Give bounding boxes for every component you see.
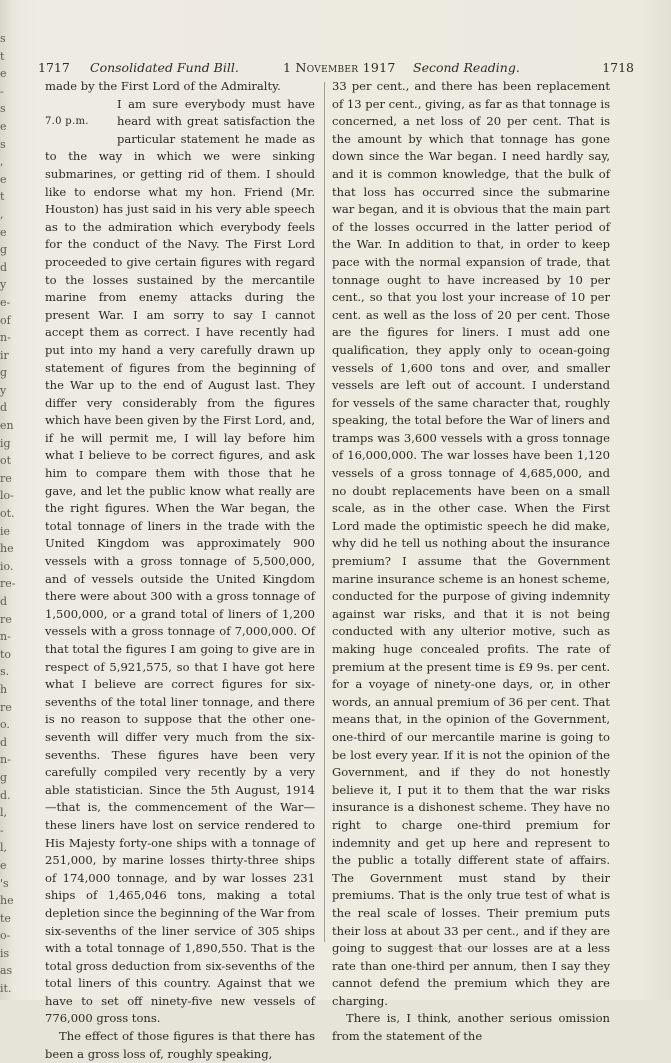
margin-fragment: re: [0, 471, 12, 485]
margin-fragment: s.: [0, 665, 10, 679]
margin-fragment: e: [0, 172, 7, 186]
margin-fragment: l,: [0, 841, 8, 855]
margin-fragment: ir: [0, 348, 9, 362]
right-column-number: 1718: [602, 60, 634, 75]
margin-fragment: to: [0, 647, 12, 661]
margin-fragment: n-: [0, 753, 11, 767]
margin-fragment: t: [0, 190, 5, 204]
right-running-title: Second Reading.: [413, 60, 520, 75]
margin-fragment: g: [0, 366, 8, 380]
margin-fragment: ,: [0, 207, 4, 221]
left-paragraph-main-text: I am sure everybody must have heard with great satisfaction the particular statement he made as to the way in which we were sinking submarines, or getting rid of them. I should like to endorse what my hon. Friend (Mr. Houston) has just said in his very able speech as to the admiration which everybody feels for the conduct of the Navy. The First Lord proceeded to give certain figures with regard to the losses sustained by the mercantile marine from enemy attacks during the present War. I am sorry to say I cannot accept them as correct. I have recently had put into my hand a very carefully drawn up statement of figures from the beginning of the War up to the end of August last. They differ very considerably from the figures which have been given by the First Lord, and, if he will permit me, I will lay before him what I believe to be correct figures, and ask him to compare them with those that he gave, and let the public know what really are the right figures. When the War began, the total tonnage of liners in the trade with the United Kingdom was approximately 900 vessels with a gross tonnage of 5,500,000, and of vessels outside the United Kingdom there were about 300 with a gross tonnage of 1,500,000, or a grand total of liners of 1,200 vessels with a gross tonnage of 7,000,000. Of that total the figures I am going to give are in respect of 5,921,575, so that I have got here what I believe are correct figures for six-sevenths of the total liner tonnage, and there is no reason to suppose that the other one-seventh will differ very much from the six-sevenths. These figures have been very carefully compiled very recently by a very able statistician. Since the 5th August, 1914—that is, the commencement of the War—these liners have lost on service rendered to His Majesty forty-one ships with a tonnage of 251,000, by marine losses thirty-three ships of 174,000 tonnage, and by war losses 231 ships of 1,465,046 tons, making a total depletion since the beginning of the War from six-sevenths of the liner service of 305 ships with a total tonnage of 1,890,550. That is the total gross deduction from six-sevenths of the total liners of this country. Against that we have to set off ninety-five new vessels of 776,000 gross tons.: [45, 96, 315, 1026]
margin-fragment: ot.: [0, 507, 15, 521]
margin-fragment: s: [0, 137, 6, 151]
footer-smudge: [430, 948, 490, 957]
margin-fragment: g: [0, 770, 8, 784]
left-paragraph-main: [45, 96, 315, 1028]
page-header: [38, 60, 634, 80]
right-text-column: [332, 78, 610, 1046]
margin-fragment: d: [0, 401, 8, 415]
margin-fragment: o.: [0, 718, 10, 732]
margin-fragment: e: [0, 67, 7, 81]
left-text-column: [45, 78, 315, 1063]
margin-fragment: -: [0, 823, 4, 837]
header-date: 1 November 1917: [283, 60, 396, 75]
margin-fragment: re: [0, 700, 12, 714]
margin-fragment: ie: [0, 524, 11, 538]
margin-fragment: of: [0, 313, 11, 327]
margin-fragment: he: [0, 894, 14, 908]
margin-fragment: re-: [0, 577, 16, 591]
margin-fragment: l,: [0, 806, 8, 820]
margin-fragment: t: [0, 49, 5, 63]
margin-fragment: -: [0, 84, 4, 98]
left-paragraph-continuation: made by the First Lord of the Admiralty.: [45, 79, 281, 93]
margin-fragment: te: [0, 911, 11, 925]
column-divider: [324, 82, 325, 942]
margin-fragment: e: [0, 858, 7, 872]
margin-fragment: d: [0, 595, 8, 608]
margin-fragment: y: [0, 383, 7, 397]
margin-fragment: lo-: [0, 489, 14, 503]
left-margin-bleed-through: [0, 30, 18, 996]
margin-fragment: io.: [0, 559, 14, 573]
margin-fragment: ig: [0, 436, 11, 450]
margin-fragment: h: [0, 682, 8, 696]
margin-fragment: 's: [0, 876, 9, 890]
left-paragraph-with-time: [45, 96, 315, 1028]
margin-fragment: is: [0, 946, 10, 960]
margin-fragment: g: [0, 243, 8, 257]
right-paragraph-closing: There is, I think, another serious omission from the statement of the: [332, 1011, 610, 1044]
left-running-title: Consolidated Fund Bill.: [90, 60, 239, 75]
margin-fragment: he: [0, 542, 14, 556]
margin-fragment: s: [0, 102, 6, 116]
margin-fragment: n-: [0, 630, 11, 644]
margin-fragment: ot: [0, 454, 12, 468]
margin-fragment: d: [0, 260, 8, 274]
margin-fragment: e: [0, 225, 7, 239]
right-paragraph-main: 33 per cent., and there has been replacement of 13 per cent., giving, as far as that tonnage is concerned, a net loss of 20 per cent. That is the amount by which that tonnage has gone down since the War began. I need hardly say, and it is common knowledge, that the bulk of that loss has occurred since the submarine war began, and it is obvious that the main part of the losses occurred in the latter period of the War. In addition to that, in order to keep pace with the normal expansion of trade, that tonnage ought to have increased by 10 per cent., so that you lost your increase of 10 per cent. as well as the loss of 20 per cent. Those are the figures for liners. I must add one qualification, they apply only to ocean-going vessels of 1,600 tons and over, and smaller vessels are left out of account. I understand for vessels of the same character that, roughly speaking, the total before the War of liners and tramps was 3,600 vessels with a gross tonnage of 16,000,000. The war losses have been 1,120 vessels of a gross tonnage of 4,685,000, and no doubt replacements have been on a small scale, as in the other case. When the First Lord made the optimistic speech he did make, why did he tell us nothing about the insurance premium? I assume that the Government marine insurance scheme is an honest scheme, conducted for the purpose of giving indemnity against war risks, and that it is not being conducted with any ulterior motive, such as making huge concealed profits. The rate of premium at the present time is £9 9s. per cent. for a voyage of ninety-one days, or, in other words, an annual premium of 36 per cent. That means that, in the opinion of the Government, one-third of our mercantile marine is going to be lost every year. If it is not the opinion of the Government, and if they do not honestly believe it, I put it to them that the war risks insurance is a dishonest scheme. They have no right to charge one-third premium for indemnity and get up here and represent to the public a totally different state of affairs. The Government must stand by their premiums. That is the only true test of what is the real scale of losses. Their premium puts their loss at about 33 per cent., and if they are going to suggest that our losses are at a less rate than one-third per annum, then I say they cannot defend the premium which they are charging.: [332, 79, 610, 1008]
margin-fragment: n-: [0, 331, 11, 345]
margin-fragment: ,: [0, 155, 4, 169]
margin-fragment: e-: [0, 295, 11, 309]
margin-fragment: e: [0, 119, 7, 133]
margin-fragment: y: [0, 278, 7, 292]
margin-fragment: d: [0, 735, 8, 749]
margin-fragment: as: [0, 964, 13, 978]
margin-fragment: it.: [0, 982, 12, 996]
margin-fragment: d.: [0, 788, 11, 802]
margin-fragment: en: [0, 419, 14, 433]
margin-time-note: 7.0 p.m.: [45, 116, 89, 128]
left-paragraph-closing: The effect of those figures is that there has been a gross loss of, roughly speaking,: [45, 1029, 315, 1061]
margin-fragment: re: [0, 612, 12, 626]
margin-fragment: o-: [0, 929, 11, 943]
left-column-number: 1717: [38, 60, 70, 75]
margin-fragment: s: [0, 32, 6, 45]
